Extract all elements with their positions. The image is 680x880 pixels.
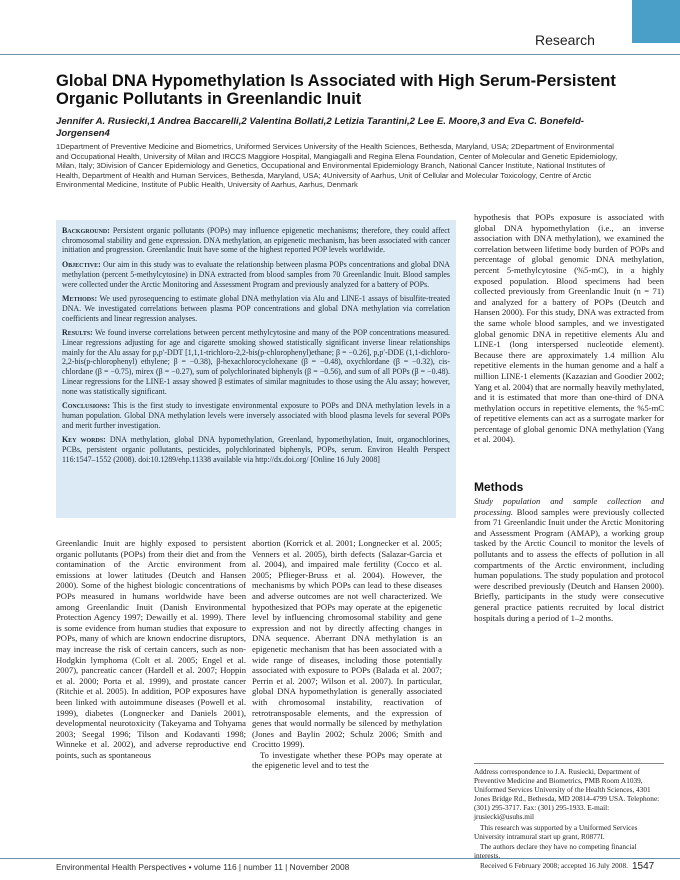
methods-text: Blood samples were previously collected from 71 Greenlandic Inuit under the Arctic Monitoring and Assessment Program (AMAP), a working group tasked by the Arctic Council to monitor the levels of pollutants and to assess the effects of pollution in all compartments of the Arctic environment, including human populations. The study population and protocol were described previously (Deutch and Hansen 2000). Briefly, participants in the study were consecutive general practice patients recruited by local district hospitals during a period of 1–2 months.	[474, 506, 665, 623]
methods-heading: Methods	[474, 480, 524, 494]
footer-divider	[0, 858, 680, 859]
abstract-results	[62, 328, 450, 396]
body-column-3-intro	[474, 212, 664, 445]
body-column-2	[252, 538, 442, 771]
abstract-conclusions-text: This is the first study to investigate environmental exposure to POPs and DNA methylation levels in a human population. Global DNA methylation levels were inversely associated with blood plasma levels for several POPs and merit further investigation.	[62, 401, 450, 430]
correspondence-note	[474, 767, 664, 871]
abstract-conclusions-label: Conclusions:	[62, 401, 111, 411]
abstract-keywords-text: DNA methylation, global DNA hypomethylation, Greenland, hypomethylation, Inuit, organochlorines, PCBs, persistent organic pollutants, pesticides, polychlorinated biphenyls, POPs, serum. Environ Health Perspect 116:1547–1552 (2008). doi:10.1289/ehp.11338 available via http://dx.doi.org/ [Online 16 July 2008]	[62, 435, 450, 464]
abstract-conclusions	[62, 401, 450, 430]
body-column-1	[56, 538, 246, 760]
intro-paragraph-2: To investigate whether these POPs may operate at the epigenetic level and to test the	[252, 749, 442, 771]
abstract-methods	[62, 294, 450, 323]
abstract-keywords-label: Key words:	[62, 435, 106, 445]
abstract-objective-text: Our aim in this study was to evaluate the relationship between plasma POPs concentrations and global DNA methylation (percent 5-methylcytosine) in DNA extracted from blood samples from 70 Greenlandic Inuit. Blood samples were collected under the Arctic Monitoring and Assessment Program and previously analyzed for a battery of POPs.	[62, 260, 450, 289]
abstract-results-label: Results:	[62, 328, 93, 338]
received-accepted-dates: Received 6 February 2008; accepted 16 July 2008.	[480, 860, 628, 870]
competing-interests-note: The authors declare they have no competing financial interests.	[474, 841, 637, 860]
journal-footer: Environmental Health Perspectives • volume 116 | number 11 | November 2008	[56, 862, 350, 872]
section-color-tab	[632, 0, 680, 43]
body-column-3-methods	[474, 496, 664, 623]
page-number: 1547	[632, 861, 655, 872]
correspondence-address: Address correspondence to J.A. Rusiecki, Department of Preventive Medicine and Biometrics, PMB Room A1039, Uniformed Services University of the Health Sciences, 4301 Jones Bridge Rd., Bethesda, MD 20814-4799 USA. Telephone: (301) 295-3717. Fax: (301) 295-1933. E-mail: jrusiecki@usuhs.mil	[474, 767, 660, 822]
funding-note: This research was supported by a Uniformed Services University intramural start up grant, R0877I.	[474, 822, 638, 841]
methods-subheading: Study population and sample collection and processing.	[474, 496, 664, 517]
methods-paragraph-1	[474, 496, 664, 623]
intro-paragraph-2-cont: hypothesis that POPs exposure is associated with global DNA hypomethylation (i.e., an inverse association with DNA methylation), we examined the correlation between lifetime body burden of POPs and percentage of global genomic DNA methylation, percent 5-methylcytosine (%5-mC), in a highly exposed population. Blood specimens had been collected previously from Greenlandic Inuit (n = 71) and analyzed for a battery of POPs (Deutch and Hansen 2000). For this study, DNA was extracted from the same whole blood samples, and we investigated global genomic DNA in repetitive elements Alu and LINE-1 (long interspersed nucleotide element). Because there are approximately 1.4 million Alu repetitive elements in the human genome and a half a million LINE-1 elements (Kazazian and Goodier 2002; Yang et al. 2004) that are normally heavily methylated, and it is estimated that more than one-third of DNA methylation occurs in repetitive elements, the %5-mC of repetitive elements can act as a surrogate marker for percentage of global genomic DNA methylation (Yang et al. 2004).	[474, 212, 664, 445]
header-divider	[0, 54, 680, 55]
abstract-objective	[62, 260, 450, 289]
abstract-background-label: Background:	[62, 226, 110, 235]
abstract-results-text: We found inverse correlations between percent methylcytosine and many of the POP concentrations measured. Linear regressions adjusting for age and cigarette smoking showed statistically significant inverse linear relationships mainly for the Alu assay for p,p′-DDT [1,1,1-trichloro-2,2-bis(p-chlorophenyl)ethane; β = −0.26], p,p′-DDE (1,1-dichloro-2,2-bis(p-chlorophenyl) ethylene; β = −0.38), β-hexachlorocyclohexane (β = −0.48), oxychlordane (β = −0.32), cis-chlordane (β = −0.75), mirex (β = −0.27), sum of polychlorinated biphenyls (β = −0.56), and sum of all POPs (β = −0.48). Linear regressions for the LINE-1 assay showed β estimates of similar magnitudes to those using the Alu assay; however, none was statistically significant.	[62, 328, 450, 396]
affiliations: 1Department of Preventive Medicine and Biometrics, Uniformed Services University of the Health Sciences, Bethesda, Maryland, USA; 2Department of Environmental and Occupational Health, University of Milan and IRCCS Maggiore Hospital, Mangiagalli and Regina Elena Foundation, Center of Molecular and Genetic Epidemiology, Milan, Italy; 3Division of Cancer Epidemiology and Genetics, Occupational and Environmental Epidemiology Branch, National Cancer Institute, National Institutes of Health, Department of Health and Human Services, Bethesda, Maryland, USA; 4University of Aarhus, Unit of Cellular and Molecular Toxicology, Centre of Arctic Environmental Medicine, Institute of Public Health, University of Aarhus, Aarhus, Denmark	[56, 142, 618, 190]
abstract-background	[62, 226, 450, 255]
correspondence-divider	[474, 763, 664, 764]
intro-paragraph-1: Greenlandic Inuit are highly exposed to persistent organic pollutants (POPs) from their diet and from the contamination of the Arctic environment from emissions at lower latitudes (Deutch and Hansen 2000). Some of the highest biologic concentrations of POPs measured in humans worldwide have been among Greenlandic Inuit (Danish Environmental Protection Agency 1997; Dewailly et al. 1999). There is some evidence from human studies that exposure to POPs, many of which are known endocrine disruptors, may increase the risk of certain cancers, such as non-Hodgkin lymphoma (Colt et al. 2005; Engel et al. 2007), pancreatic cancer (Hardell et al. 2007; Hoppin et al. 2000; Porta et al. 1999), and prostate cancer (Ritchie et al. 2005). In addition, POP exposures have been linked with autoimmune diseases (Powell et al. 1999), diabetes (Longnecker and Daniels 2001), developmental neurotoxicity (Takeyama and Tohyama 2003; Seegal 1996; Tilson and Kodavanti 1998; Winneke et al. 2002), and adverse reproductive end points, such as spontaneous	[56, 538, 246, 760]
intro-paragraph-1-cont: abortion (Korrick et al. 2001; Longnecker et al. 2005; Venners et al. 2005), birth defects (Salazar-Garcia et al. 2004), and impaired male fertility (Cocco et al. 2005; Pflieger-Bruss et al. 2004). However, the mechanisms by which POPs can lead to these diseases and adverse outcomes are not well characterized. We hypothesized that POPs may operate at the epigenetic level by influencing chromosomal stability and gene expression and not by directly affecting changes in DNA sequence. Aberrant DNA methylation is an epigenetic mechanism that has been associated with a wide range of diseases, including those potentially associated with exposure to POPs (Balada et al. 2007; Perrin et al. 2007; Wilson et al. 2007). In particular, global DNA hypomethylation is generally associated with chromosomal instability, reactivation of retrotransposable elements, and the expression of genes that would normally be silenced by methylation (Jones and Baylin 2002; Schulz 2006; Smith and Crocitto 1999).	[252, 538, 442, 750]
abstract-content	[62, 226, 450, 469]
article-title: Global DNA Hypomethylation Is Associated with High Serum-Persistent Organic Pollutants in Greenlandic Inuit	[56, 72, 616, 108]
section-label: Research	[535, 32, 595, 48]
abstract-keywords	[62, 435, 450, 464]
abstract-objective-label: Objective:	[62, 260, 101, 270]
abstract-methods-text: We used pyrosequencing to estimate global DNA methylation via Alu and LINE-1 assays of bisulfite-treated DNA. We investigated correlations between plasma POP concentrations and global DNA methylation via correlation coefficients and linear regression analyses.	[62, 294, 450, 323]
abstract-methods-label: Methods:	[62, 294, 98, 304]
abstract-background-text: Persistent organic pollutants (POPs) may influence epigenetic mechanisms; therefore, they could affect chromosomal stability and gene expression. DNA methylation, an epigenetic mechanism, has been associated with cancer initiation and progression. Greenlandic Inuit have some of the highest reported POP levels worldwide.	[62, 226, 450, 255]
author-list: Jennifer A. Rusiecki,1 Andrea Baccarelli,2 Valentina Bollati,2 Letizia Tarantini,2 Lee E. Moore,3 and Eva C. Bonefeld-Jorgensen4	[56, 116, 584, 139]
abstract-box	[56, 220, 456, 518]
